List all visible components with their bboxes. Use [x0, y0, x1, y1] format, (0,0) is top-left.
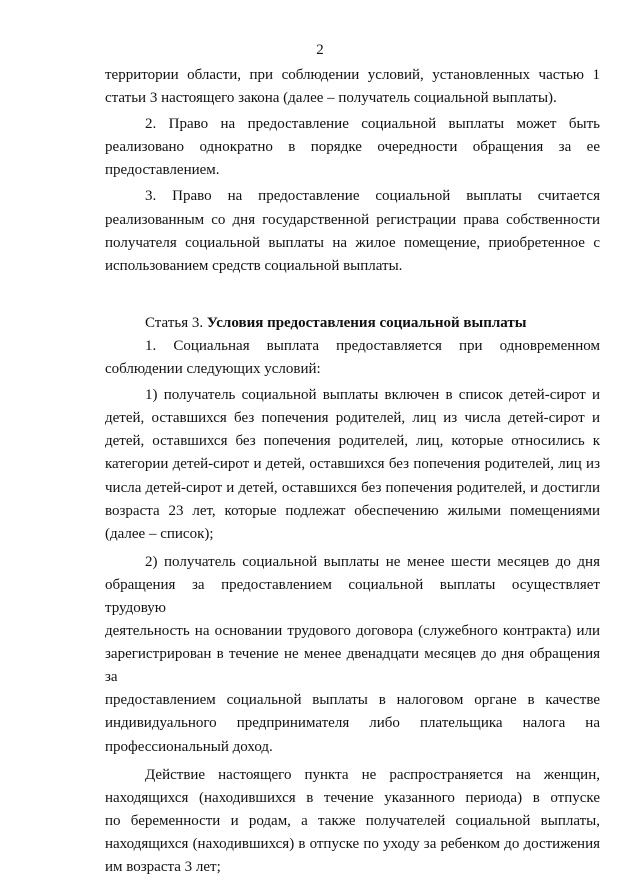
paragraph-item-3: [105, 185, 600, 277]
text-line: находящихся (находившихся) в отпуске по уходу за ребенком до достижения: [105, 835, 600, 852]
paragraph-continuation: [105, 64, 600, 110]
text-line: статьи 3 настоящего закона (далее – получатель социальной выплаты).: [105, 90, 557, 107]
text-line: 1. Социальная выплата предоставляется при одновременном: [145, 337, 600, 354]
text-line: (далее – список);: [105, 525, 214, 542]
paragraph-item-2: [105, 113, 600, 182]
article-heading: [105, 312, 600, 335]
text-line: профессиональный доход.: [105, 738, 273, 755]
page-number: 2: [316, 42, 324, 58]
text-line: обращения за предоставлением социальной выплаты осуществляет трудовую: [105, 576, 600, 616]
text-line: детей, оставшихся без попечения родителей, лиц из числа детей-сирот и: [105, 410, 600, 427]
text-line: соблюдении следующих условий:: [105, 361, 321, 378]
subclause-2: [105, 551, 600, 759]
text-line: 3. Право на предоставление социальной выплаты считается: [145, 188, 600, 205]
text-line: числа детей-сирот и детей, оставшихся без попечения родителей, и достигли: [105, 479, 600, 496]
text-line: категории детей-сирот и детей, оставшихся без попечения родителей, лиц из: [105, 456, 600, 473]
text-line: находящихся (находившихся в течение указанного периода) в отпуске: [105, 789, 600, 806]
text-line: 2. Право на предоставление социальной выплаты может быть: [145, 116, 600, 133]
article-label: Статья 3.: [145, 314, 204, 331]
text-line: по беременности и родам, а также получателей социальной выплаты,: [105, 812, 600, 829]
text-line: деятельность на основании трудового договора (служебного контракта) или: [105, 623, 600, 640]
text-line: зарегистрирован в течение не менее двенадцати месяцев до дня обращения за: [105, 646, 600, 686]
text-line: получателя социальной выплаты на жилое помещение, приобретенное с: [105, 234, 600, 251]
text-line: детей, оставшихся без попечения родителей, лиц, которые относились к: [105, 433, 600, 450]
text-line: предоставлением социальной выплаты в налоговом органе в качестве: [105, 692, 600, 709]
text-line: предоставлением.: [105, 162, 220, 179]
text-line: 2) получатель социальной выплаты не менее шести месяцев до дня: [145, 553, 600, 570]
article-title: Условия предоставления социальной выплаты: [206, 314, 527, 331]
text-line: Действие настоящего пункта не распространяется на женщин,: [145, 766, 600, 783]
exception-paragraph: [105, 764, 600, 879]
text-line: 1) получатель социальной выплаты включен в список детей-сирот и: [145, 387, 600, 404]
text-line: реализовано однократно в порядке очередности обращения за ее: [105, 139, 600, 156]
document-body: [105, 64, 600, 879]
text-line: возраста 23 лет, которые подлежат обеспечению жилыми помещениями: [105, 502, 600, 519]
text-line: индивидуального предпринимателя либо плательщика налога на: [105, 715, 600, 732]
text-line: реализованным со дня государственной регистрации права собственности: [105, 211, 600, 228]
subclause-1: [105, 384, 600, 546]
text-line: территории области, при соблюдении условий, установленных частью 1: [105, 67, 600, 83]
clause-1: [105, 335, 600, 381]
text-line: использованием средств социальной выплаты.: [105, 257, 403, 274]
text-line: им возраста 3 лет;: [105, 859, 221, 875]
